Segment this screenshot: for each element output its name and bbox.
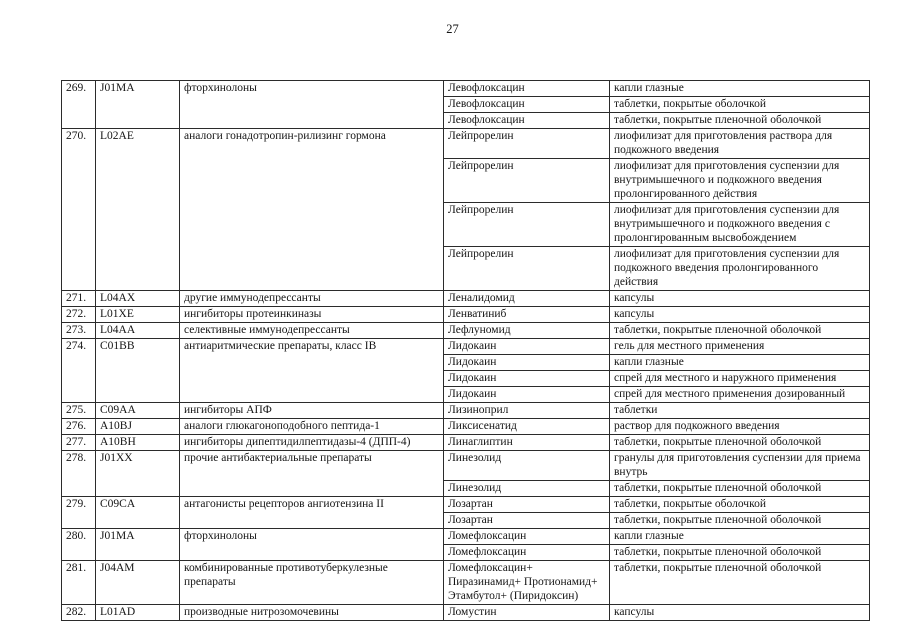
drug-name-cell: Ломустин bbox=[444, 605, 610, 621]
drug-name-cell: Ломефлоксацин bbox=[444, 529, 610, 545]
atc-code-cell: J01MA bbox=[96, 81, 180, 129]
table-row bbox=[62, 435, 870, 451]
table-row bbox=[62, 291, 870, 307]
drug-name-cell: Линезолид bbox=[444, 451, 610, 481]
atc-code-cell: L01AD bbox=[96, 605, 180, 621]
group-cell: аналоги гонадотропин-рилизинг гормона bbox=[180, 129, 444, 291]
atc-code-cell: L04AX bbox=[96, 291, 180, 307]
drug-name-cell: Лейпрорелин bbox=[444, 247, 610, 291]
group-cell: ингибиторы АПФ bbox=[180, 403, 444, 419]
row-number-cell: 280. bbox=[62, 529, 96, 561]
atc-code-cell: C01BB bbox=[96, 339, 180, 403]
group-cell: ингибиторы протеинкиназы bbox=[180, 307, 444, 323]
group-cell: антагонисты рецепторов ангиотензина II bbox=[180, 497, 444, 529]
dosage-form-cell: таблетки, покрытые пленочной оболочкой bbox=[610, 113, 870, 129]
dosage-form-cell: спрей для местного и наружного применения bbox=[610, 371, 870, 387]
table-row bbox=[62, 129, 870, 159]
drug-name-cell: Ломефлоксацин+ Пиразинамид+ Протионамид+ Этамбутол+ (Пиридоксин) bbox=[444, 561, 610, 605]
dosage-form-cell: гель для местного применения bbox=[610, 339, 870, 355]
table-row bbox=[62, 81, 870, 97]
dosage-form-cell: капсулы bbox=[610, 291, 870, 307]
drug-name-cell: Лейпрорелин bbox=[444, 203, 610, 247]
row-number-cell: 278. bbox=[62, 451, 96, 497]
row-number-cell: 274. bbox=[62, 339, 96, 403]
atc-code-cell: L02AE bbox=[96, 129, 180, 291]
dosage-form-cell: таблетки, покрытые пленочной оболочкой bbox=[610, 545, 870, 561]
row-number-cell: 282. bbox=[62, 605, 96, 621]
table-row bbox=[62, 605, 870, 621]
dosage-form-cell: таблетки, покрытые пленочной оболочкой bbox=[610, 561, 870, 605]
dosage-form-cell: капли глазные bbox=[610, 355, 870, 371]
row-number-cell: 276. bbox=[62, 419, 96, 435]
group-cell: другие иммунодепрессанты bbox=[180, 291, 444, 307]
drug-table-body bbox=[62, 81, 870, 621]
drug-name-cell: Ленватиниб bbox=[444, 307, 610, 323]
drug-name-cell: Лидокаин bbox=[444, 355, 610, 371]
drug-name-cell: Линаглиптин bbox=[444, 435, 610, 451]
row-number-cell: 273. bbox=[62, 323, 96, 339]
drug-name-cell: Лидокаин bbox=[444, 371, 610, 387]
table-row bbox=[62, 307, 870, 323]
row-number-cell: 275. bbox=[62, 403, 96, 419]
dosage-form-cell: таблетки, покрытые пленочной оболочкой bbox=[610, 323, 870, 339]
drug-name-cell: Лидокаин bbox=[444, 339, 610, 355]
table-row bbox=[62, 497, 870, 513]
atc-code-cell: J01MA bbox=[96, 529, 180, 561]
row-number-cell: 277. bbox=[62, 435, 96, 451]
group-cell: аналоги глюкагоноподобного пептида-1 bbox=[180, 419, 444, 435]
row-number-cell: 281. bbox=[62, 561, 96, 605]
dosage-form-cell: капли глазные bbox=[610, 529, 870, 545]
table-row bbox=[62, 529, 870, 545]
dosage-form-cell: капли глазные bbox=[610, 81, 870, 97]
atc-code-cell: J04AM bbox=[96, 561, 180, 605]
dosage-form-cell: таблетки, покрытые оболочкой bbox=[610, 97, 870, 113]
table-row bbox=[62, 339, 870, 355]
drug-name-cell: Лейпрорелин bbox=[444, 129, 610, 159]
row-number-cell: 269. bbox=[62, 81, 96, 129]
dosage-form-cell: таблетки, покрытые оболочкой bbox=[610, 497, 870, 513]
atc-code-cell: L01XE bbox=[96, 307, 180, 323]
group-cell: производные нитрозомочевины bbox=[180, 605, 444, 621]
table-row bbox=[62, 323, 870, 339]
table-row bbox=[62, 419, 870, 435]
row-number-cell: 279. bbox=[62, 497, 96, 529]
drug-name-cell: Ликсисенатид bbox=[444, 419, 610, 435]
dosage-form-cell: таблетки, покрытые пленочной оболочкой bbox=[610, 481, 870, 497]
drug-name-cell: Лидокаин bbox=[444, 387, 610, 403]
drug-table bbox=[61, 80, 870, 621]
atc-code-cell: J01XX bbox=[96, 451, 180, 497]
dosage-form-cell: спрей для местного применения дозированный bbox=[610, 387, 870, 403]
drug-name-cell: Линезолид bbox=[444, 481, 610, 497]
dosage-form-cell: таблетки bbox=[610, 403, 870, 419]
group-cell: ингибиторы дипептидилпептидазы-4 (ДПП-4) bbox=[180, 435, 444, 451]
table-row bbox=[62, 403, 870, 419]
dosage-form-cell: капсулы bbox=[610, 307, 870, 323]
group-cell: селективные иммунодепрессанты bbox=[180, 323, 444, 339]
row-number-cell: 270. bbox=[62, 129, 96, 291]
atc-code-cell: L04AA bbox=[96, 323, 180, 339]
drug-name-cell: Леналидомид bbox=[444, 291, 610, 307]
dosage-form-cell: таблетки, покрытые пленочной оболочкой bbox=[610, 513, 870, 529]
dosage-form-cell: таблетки, покрытые пленочной оболочкой bbox=[610, 435, 870, 451]
drug-name-cell: Левофлоксацин bbox=[444, 81, 610, 97]
dosage-form-cell: лиофилизат для приготовления раствора для подкожного введения bbox=[610, 129, 870, 159]
drug-name-cell: Лизиноприл bbox=[444, 403, 610, 419]
dosage-form-cell: лиофилизат для приготовления суспензии для внутримышечного и подкожного введения пролонгированного действия bbox=[610, 159, 870, 203]
row-number-cell: 271. bbox=[62, 291, 96, 307]
table-row bbox=[62, 561, 870, 605]
dosage-form-cell: лиофилизат для приготовления суспензии для подкожного введения пролонгированного действия bbox=[610, 247, 870, 291]
dosage-form-cell: лиофилизат для приготовления суспензии для внутримышечного и подкожного введения с пролонгированным высвобождением bbox=[610, 203, 870, 247]
atc-code-cell: A10BH bbox=[96, 435, 180, 451]
dosage-form-cell: капсулы bbox=[610, 605, 870, 621]
dosage-form-cell: раствор для подкожного введения bbox=[610, 419, 870, 435]
drug-name-cell: Ломефлоксацин bbox=[444, 545, 610, 561]
atc-code-cell: A10BJ bbox=[96, 419, 180, 435]
dosage-form-cell: гранулы для приготовления суспензии для приема внутрь bbox=[610, 451, 870, 481]
group-cell: прочие антибактериальные препараты bbox=[180, 451, 444, 497]
group-cell: фторхинолоны bbox=[180, 529, 444, 561]
group-cell: антиаритмические препараты, класс IB bbox=[180, 339, 444, 403]
atc-code-cell: C09AA bbox=[96, 403, 180, 419]
drug-name-cell: Левофлоксацин bbox=[444, 113, 610, 129]
group-cell: фторхинолоны bbox=[180, 81, 444, 129]
drug-name-cell: Левофлоксацин bbox=[444, 97, 610, 113]
page-number: 27 bbox=[446, 22, 459, 36]
drug-name-cell: Лефлуномид bbox=[444, 323, 610, 339]
drug-name-cell: Лозартан bbox=[444, 497, 610, 513]
drug-name-cell: Лейпрорелин bbox=[444, 159, 610, 203]
group-cell: комбинированные противотуберкулезные препараты bbox=[180, 561, 444, 605]
table-row bbox=[62, 451, 870, 481]
atc-code-cell: C09CA bbox=[96, 497, 180, 529]
drug-name-cell: Лозартан bbox=[444, 513, 610, 529]
row-number-cell: 272. bbox=[62, 307, 96, 323]
